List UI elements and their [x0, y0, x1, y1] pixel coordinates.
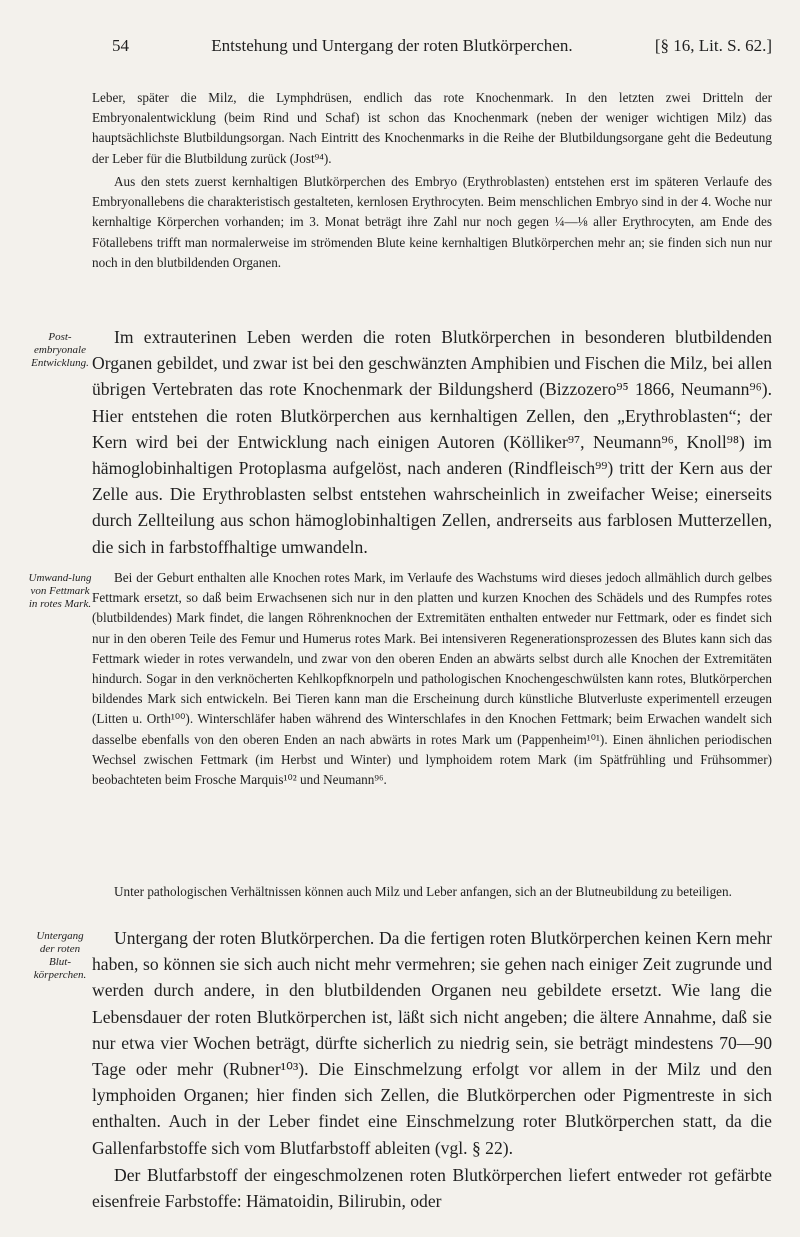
paragraph-extrauterin: Im extrauterinen Leben werden die roten Blutkörperchen in besonderen blutbildenden Organen gebildet, und zwar ist bei den geschwänzten Amphibien und Fischen die Milz, bei allen übrigen Vertebraten das rote Knochenmark der Bildungsherd (Bizzozero⁹⁵ 1866, Neumann⁹⁶). Hier entstehen die roten Blutkörperchen aus kernhaltigen Zellen, den „Erythroblasten“; der Kern wird bei der Entwicklung nach einigen Autoren (Kölliker⁹⁷, Neumann⁹⁶, Knoll⁹⁸) im hämoglobinhaltigen Protoplasma aufgelöst, nach anderen (Rindfleisch⁹⁹) tritt der Kern aus der Zelle aus. Die Erythroblasten selbst entstehen wahrscheinlich in zweifacher Weise; einerseits durch Zellteilung aus schon hämoglobinhaltigen Zellen, andrerseits aus farblosen Mutterzellen, die sich in farbstoffhaltige umwandeln.	[92, 327, 772, 557]
paragraph-leber: Leber, später die Milz, die Lymphdrüsen, endlich das rote Knochenmark. In den letzten zwei Dritteln der Embryonalentwicklung (beim Rind und Schaf) ist schon das Knochenmark (neben der weniger wichtigen Milz) das hauptsächlichste Blutbildungsorgan. Nach Eintritt des Knochenmarks in die Reihe der Blutbildungsorgane geht die Bedeutung der Leber für die Blutbildung zurück (Jost⁹⁴).	[92, 90, 772, 166]
margin-note-postembryonal: Post-embryonale Entwicklung.	[31, 331, 89, 369]
paragraph-untergang: Untergang der roten Blutkörperchen. Da die fertigen roten Blutkörperchen keinen Kern mehr haben, so können sie sich auch nicht mehr vermehren; sie gehen nach einiger Zeit zugrunde und werden durch andere, in den blutbildenden Organen neu gebildete ersetzt. Wie lang die Lebensdauer der roten Blutkörperchen ist, läßt sich nicht angeben; die ältere Annahme, daß sie nur etwa vier Wochen beträgt, dürfte sicherlich zu niedrig sein, sie beträgt mindestens 70—90 Tage oder mehr (Rubner¹⁰³). Die Einschmelzung erfolgt vor allem in der Milz und den lymphoiden Organen; hier finden sich Zellen, die Blutkörperchen oder Pigmentreste in sich enthalten. Auch in der Leber findet eine Einschmelzung roter Blutkörperchen statt, da die Gallenfarbstoffe sich vom Blutfarbstoff ableiten (vgl. § 22).	[92, 928, 772, 1158]
paragraph-fettmark: Bei der Geburt enthalten alle Knochen rotes Mark, im Verlaufe des Wachstums wird dieses jedoch allmählich durch gelbes Fettmark ersetzt, so daß beim Erwachsenen sich nur in den platten und kurzen Knochen des Schädels und des Rumpfes rotes (blutbildendes) Mark findet, die langen Röhrenknochen der Extremitäten enthalten entweder nur Fettmark, oder es findet sich nur in den oberen Teile des Femur und Humerus rotes Mark. Bei intensiveren Regenerationsprozessen des Blutes kann sich das Fettmark wieder in rotes verwandeln, und zwar von den oberen Enden an abwärts selbst durch alle Knochen der Extremitäten hindurch. Sogar in den verknöcherten Kehlkopfknorpeln und pathologischen Knochengeschwülsten kann rotes, Blutkörperchen bildendes Mark sich entwickeln. Bei Tieren kann man die Erscheinung durch künstliche Blutverluste experimentell erzeugen (Litten u. Orth¹⁰⁰). Winterschläfer haben während des Winterschlafes in den Knochen Fettmark; beim Erwachen wandelt sich dasselbe ebenfalls von den oberen Enden an nach abwärts in rotes Mark um (Pappenheim¹⁰¹). Einen ähnlichen periodischen Wechsel zwischen Fettmark (im Herbst und Winter) und lymphoidem rotem Mark (im Spätfrühling und Frühsommer) beobachteten beim Frosche Marquis¹⁰² und Neumann⁹⁶.	[92, 570, 772, 788]
section-reference: [§ 16, Lit. S. 62.]	[654, 36, 772, 55]
margin-note-umwandlung: Umwand-lung von Fettmark in rotes Mark.	[28, 572, 92, 610]
margin-note-untergang: Untergang der roten Blut-körperchen.	[33, 930, 87, 981]
paragraph-embryo: Aus den stets zuerst kernhaltigen Blutkörperchen des Embryo (Erythroblasten) entstehen erst im späteren Verlaufe des Embryonallebens die charakteristisch gestalteten, kernlosen Erythrocyten. Beim menschlichen Embryo sind in der 4. Woche nur kernhaltige Körperchen vorhanden; im 3. Monat beträgt ihre Zahl nur noch gegen ¼—⅛ aller Erythrocyten, am Ende des Fötallebens trifft man normalerweise im strömenden Blute keine kernhaltigen Blutkörperchen mehr an; sie finden sich nun nur noch in den blutbildenden Organen.	[92, 174, 772, 270]
paragraph-blutfarbstoff: Der Blutfarbstoff der eingeschmolzenen roten Blutkörperchen liefert entweder rot gefärbte eisenfreie Farbstoffe: Hämatoidin, Bilirubin, oder	[92, 1165, 772, 1212]
page-number: 54	[112, 36, 129, 55]
running-title: Entstehung und Untergang der roten Blutkörperchen.	[211, 36, 573, 55]
page-header	[112, 36, 772, 56]
paragraph-pathologisch: Unter pathologischen Verhältnissen können auch Milz und Leber anfangen, sich an der Blutneubildung zu beteiligen.	[114, 884, 732, 899]
